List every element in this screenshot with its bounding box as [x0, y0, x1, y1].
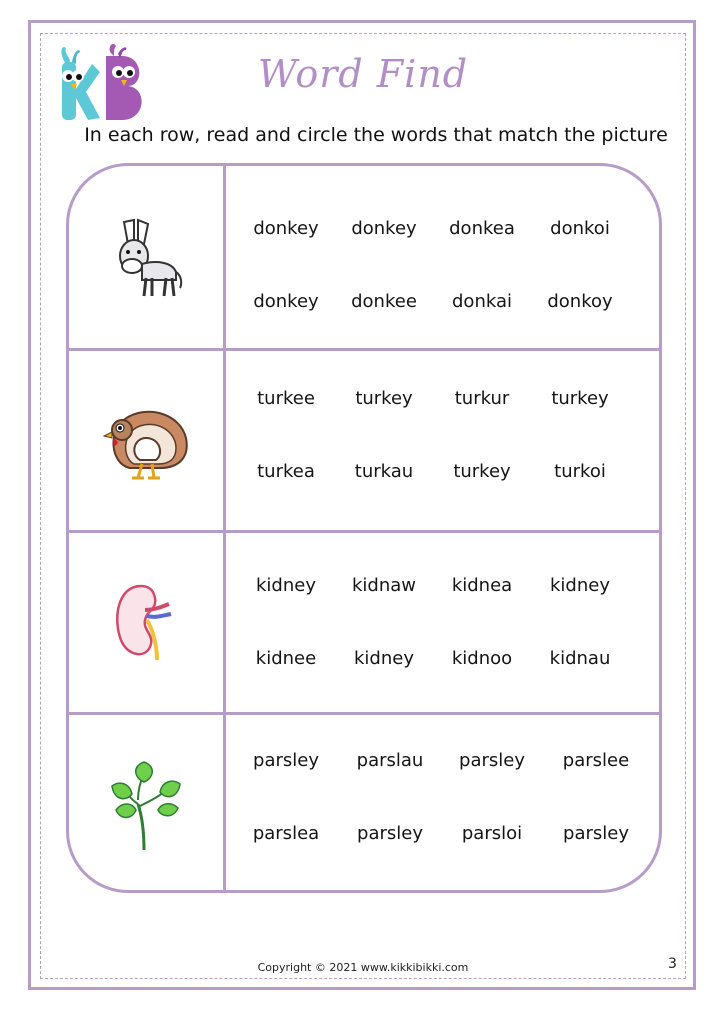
word-option[interactable]: parslau	[356, 750, 424, 771]
instruction-text: In each row, read and circle the words that match the picture	[84, 124, 668, 146]
word-option[interactable]: kidnau	[549, 648, 611, 669]
word-option[interactable]: parsley	[357, 823, 423, 844]
word-option[interactable]: turkoi	[554, 461, 606, 482]
word-option[interactable]: turkur	[454, 388, 510, 409]
grid-row-turkey	[69, 351, 659, 533]
word-option[interactable]: parsloi	[461, 823, 523, 844]
word-find-grid	[66, 163, 662, 893]
word-option[interactable]: kidney	[354, 648, 414, 669]
word-option[interactable]: parslee	[562, 750, 630, 771]
word-option[interactable]: donkey	[253, 218, 319, 239]
word-option[interactable]: turkey	[551, 388, 609, 409]
word-option[interactable]: turkey	[355, 388, 413, 409]
picture-cell	[69, 351, 226, 530]
word-option[interactable]: donkea	[449, 218, 515, 239]
word-option[interactable]: donkee	[351, 291, 417, 312]
picture-cell	[69, 715, 226, 893]
word-option[interactable]: donkai	[452, 291, 512, 312]
page-title: Word Find	[257, 52, 469, 96]
grid-row-parsley	[69, 715, 659, 893]
word-option[interactable]: donkoy	[547, 291, 613, 312]
word-option[interactable]: parslea	[252, 823, 320, 844]
page-number: 3	[668, 956, 677, 972]
copyright-text: Copyright © 2021 www.kikkibikki.com	[257, 961, 469, 974]
word-option[interactable]: turkau	[354, 461, 414, 482]
kidney-picture	[111, 580, 181, 666]
donkey-picture	[106, 214, 186, 300]
word-option[interactable]: kidnee	[255, 648, 317, 669]
word-option[interactable]: donkey	[351, 218, 417, 239]
picture-cell	[69, 533, 226, 712]
word-option[interactable]: parsley	[459, 750, 525, 771]
word-option[interactable]: kidney	[256, 575, 316, 596]
picture-cell	[69, 166, 226, 348]
grid-row-donkey	[69, 166, 659, 351]
word-option[interactable]: parsley	[253, 750, 319, 771]
word-option[interactable]: kidnaw	[351, 575, 417, 596]
word-option[interactable]: donkoi	[550, 218, 610, 239]
word-option[interactable]: kidnoo	[451, 648, 513, 669]
grid-row-kidney	[69, 533, 659, 715]
word-option[interactable]: donkey	[253, 291, 319, 312]
word-option[interactable]: kidnea	[451, 575, 513, 596]
parsley-picture	[108, 760, 184, 852]
turkey-picture	[100, 398, 192, 484]
word-option[interactable]: turkey	[453, 461, 511, 482]
word-option[interactable]: turkee	[257, 388, 315, 409]
word-option[interactable]: turkea	[257, 461, 315, 482]
word-option[interactable]: parsley	[563, 823, 629, 844]
word-option[interactable]: kidney	[550, 575, 610, 596]
